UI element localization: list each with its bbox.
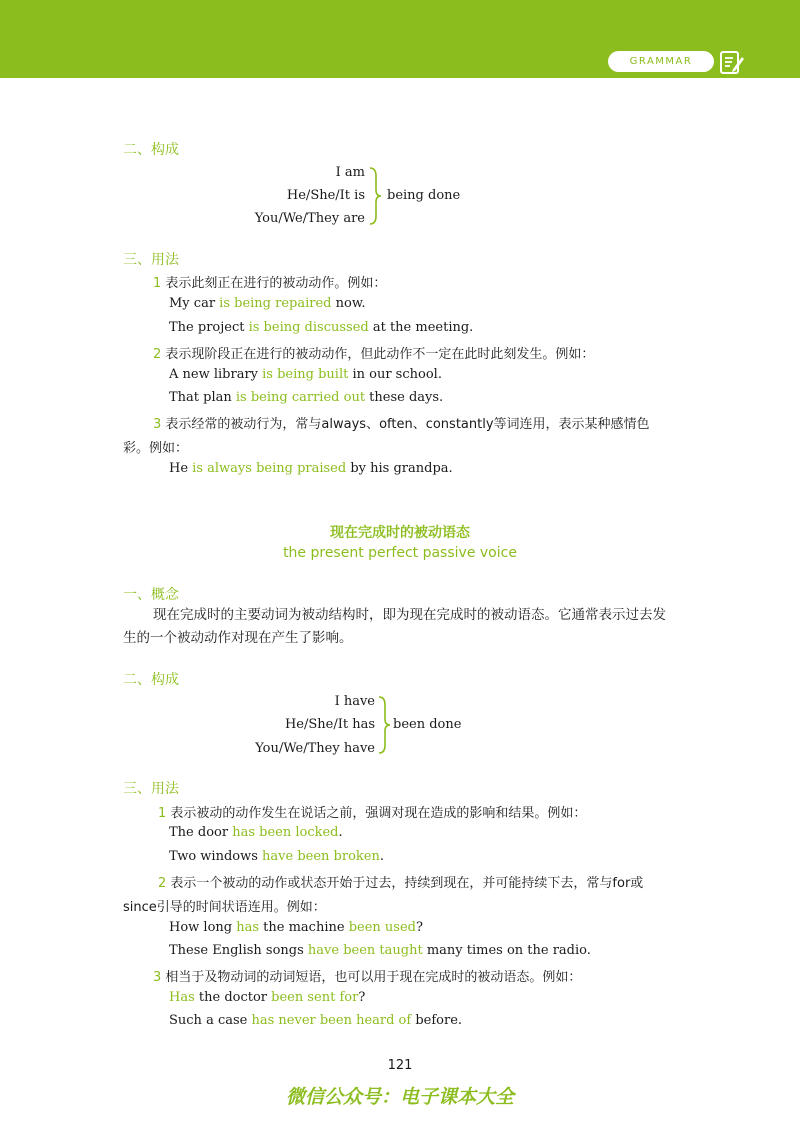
section-title-en: the present perfect passive voice	[283, 545, 517, 561]
example-sentence: How long has the machine been used?	[169, 920, 423, 935]
usage-item: 2 表示现阶段正在进行的被动动作，但此动作不一定在此时此刻发生。例如：	[153, 347, 595, 362]
formula-line: I have	[334, 694, 375, 709]
usage-item-continued: since引导的时间状语连用。例如：	[123, 900, 326, 915]
example-sentence: Has the doctor been sent for?	[169, 990, 366, 1005]
watermark: 微信公众号：电子课本大全	[285, 1086, 514, 1108]
paragraph: 现在完成时的主要动词为被动结构时，即为现在完成时的被动语态。它通常表示过去发	[153, 607, 666, 623]
example-sentence: These English songs have been taught many times on the radio.	[169, 943, 591, 958]
section-heading: 二、构成	[123, 142, 179, 158]
usage-item: 2 表示一个被动的动作或状态开始于过去，持续到现在，并可能持续下去，常与for或	[158, 876, 644, 891]
section-heading: 一、概念	[123, 587, 179, 603]
usage-item-continued: 彩。例如：	[123, 441, 189, 456]
formula-line: You/We/They are	[254, 211, 365, 226]
section-title-cn: 现在完成时的被动语态	[330, 525, 470, 541]
example-sentence: The door has been locked.	[169, 825, 343, 840]
formula-line: I am	[335, 165, 365, 180]
example-sentence: He is always being praised by his grandpa.	[169, 461, 453, 476]
section-heading: 二、构成	[123, 672, 179, 688]
formula-line: He/She/It is	[286, 188, 365, 203]
example-sentence: The project is being discussed at the meeting.	[169, 320, 474, 335]
example-sentence: A new library is being built in our school.	[169, 367, 442, 382]
formula-result: being done	[387, 188, 461, 203]
usage-item: 1 表示被动的动作发生在说话之前，强调对现在造成的影响和结果。例如：	[158, 806, 587, 821]
notepad-pencil-icon	[719, 49, 745, 75]
example-sentence: Two windows have been broken.	[169, 849, 384, 864]
paragraph: 生的一个被动动作对现在产生了影响。	[123, 630, 353, 646]
formula-result: been done	[393, 717, 462, 732]
usage-item: 3 表示经常的被动行为，常与always、often、constantly等词连用，表示某种感情色	[153, 417, 650, 432]
formula-line: You/We/They have	[255, 741, 375, 756]
formula-line: He/She/It has	[284, 717, 375, 732]
usage-item: 1 表示此刻正在进行的被动动作。例如：	[153, 276, 387, 291]
example-sentence: That plan is being carried out these days.	[169, 390, 444, 405]
page-number: 121	[387, 1058, 413, 1073]
usage-item: 3 相当于及物动词的动词短语，也可以用于现在完成时的被动语态。例如：	[153, 970, 582, 985]
brace-icon	[368, 166, 382, 226]
section-heading: 三、用法	[123, 781, 179, 797]
example-sentence: My car is being repaired now.	[169, 296, 366, 311]
section-heading: 三、用法	[123, 252, 179, 268]
brace-icon	[377, 695, 391, 755]
section-tag: GRAMMAR	[608, 51, 714, 72]
example-sentence: Such a case has never been heard of before.	[169, 1013, 463, 1028]
